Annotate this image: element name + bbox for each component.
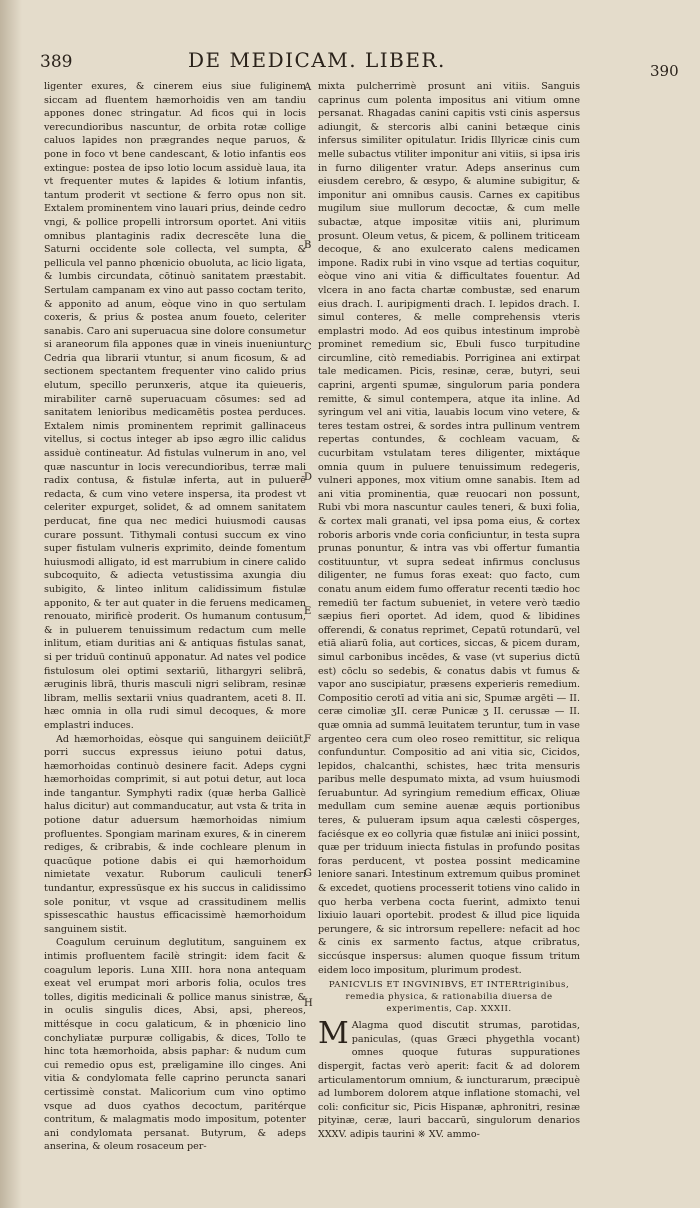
chapter-paragraph <box>318 1016 580 1141</box>
page-number-left: 389 <box>40 52 73 72</box>
paragraph: mixta pulcherrimè prosunt ani vitiis. Sanguis caprinus cum polenta impositus ani vitium omne persanat. Rhagadas canini capitis vsti cinis aspersus adiungit, & stercoris albi canini betæque cinis infersus similiter opitulatur. Iridis Illyricæ cinis cum melle subactus vtiliter imponitur ani vitiis, si ipsa iris in furno diligenter vratur. Adeps anserinus cum eiusdem cerebro, & œsypo, & alumine subigitur, & imponitur ani omnibus causis. Carnes ex capitibus mugilum siue mullorum decoctæ, & cum melle subactæ, atque impositæ vitiis ani, plurimum prosunt. Oleum vetus, & picem, & pollinem triticeam decoque, & ano exulcerato calens medicamen impone. Radix rubi in vino vsque ad tertias coquitur, eòque vino ani vitia & difficultates fouentur. Ad vlcera in ano facta chartæ combustæ, sed enarum eius drach. I. auripigmenti drach. I. lepidos drach. I. simul conteres, & melle comprehensis vteris emplastri modo. Ad eos quibus intestinum improbè prominet remedium sic, Ebuli fusco turpitudine circumline, citò remediabis. Porriginea ani extirpat tale medicamen. Picis, resinæ, ceræ, butyri, seui caprini, argenti spumæ, singulorum paria pondera remitte, & simul contempera, atque ita inline. Ad syringum vel ani vitia, lauabis locum vino vetere, & teres testam ostrei, & sordes intra pullinum ventrem repertas contundes, & cochleam vacuam, & cucurbitam vstulatam teres diligenter, mixtáque omnia quum in puluere tenuissimum redegeris, vulneri appones, mox vitium omne sanabis. Item ad ani vitia prominentia, quæ reuocari non possunt, Rubi vbi mora nascuntur caules teneri, & buxi folia, & cortex mali granati, vel ipsa poma eius, & cortex roboris arboris vnde coria conficiuntur, in testa supra prunas ponuntur, & intra vas vbi offertur fumantia costituuntur, vt supra sedeat infirmus conclusus diligenter, ne fumus foras exeat: quo facto, cum conatu anum eidem fumo offeratur recenti tædio hoc remediū ter factum subueniet, in vetere verò tædio sæpius fieri oportet. Ad idem, quod & libidines offerendi, & conatus reprimet, Cepatū rotundarū, vel etiā aliarū folia, aut cortices, siccas, & picem duram, simul carbonibus incēdes, & vase (vt superius dictū est) cōclu so sedebis, & conatus dabis vt fumus & vapor ano suscipiatur, præsens experieris remedium. Compositio cerotī ad vitia ani sic, Spumæ argēti — II. ceræ cimoliæ ʒII. ceræ Punicæ ʒ II. cerussæ — II. quæ omnia ad summā leuitatem teruntur, tum in vase argenteo cera cum oleo roseo remittitur, sic reliqua confunduntur. Compositio ad ani vitia sic, Cicidos, lepidos, chalcanthi, schistes, hæc trita mensuris paribus melle despumato mixta, ad vsum huiusmodi ſeruabuntur. Ad syringium remedium efficax, Oliuæ medullam cum semine auenæ æquis portionibus teres, & pulueram ipsum aqua cælesti cōsperges, faciésque ex eo collyria quæ fistulæ ani iniici possint, quæ per triduum iniecta fistulas in profundo positas foras perducent, vt postea possint medicamine leniore sanari. Intestinum extremum quibus prominet & excedet, quotiens processerit totiens vino calido in quo herba verbena cocta fuerint, admixto tenui lixiuio lauari oportebit. prodest & illud pice liquida perungere, & sic introrsum repellere: nefacit ad hoc & cinis ex sarmento factus, atque cribratus, siccúsque inspersus: alumen quoque fissum tritum eidem loco impositum, plurimum prodest. <box>318 81 580 976</box>
drop-cap: M <box>318 1016 349 1052</box>
left-column <box>44 80 306 1153</box>
margin-letter: D <box>304 472 313 483</box>
page-number-right: 390 <box>650 62 679 80</box>
right-column <box>318 80 580 1140</box>
margin-letter: E <box>304 606 312 617</box>
paragraph: Coagulum ceruinum deglutitum, sanguinem ex intimis profluentem facilè stringit: idem facit & coagulum leporis. Luna XIII. hora nona antequam exeat vel erumpat mori arboris folia, oculos tres tolles, digitis medicinali & pollice manus sinistræ, & in oculis singulis dices, Absi, apsi, phereos, mittésque in cocu galaticum, & in phœnicio lino conchyliatæ purpuræ colligabis, & dices, Tollo te hinc tota hæmorhoida, absis paphar: & nudum cum cui remedio opus est, præligamine illo cinges. Ani vitia & condylomata felle caprino peruncta sanari certissimè constat. Malicorium cum vino optimo vsque ad duos cyathos decoctum, paritérque contritum, & malagmatis modo impositum, potenter ani condylomata persanat. Butyrum, & adeps anserina, & oleum rosaceum per- <box>44 937 306 1153</box>
margin-letter: A <box>304 82 312 93</box>
margin-letter: F <box>304 734 311 745</box>
margin-letter: G <box>304 868 312 879</box>
chapter-heading: PANICVLIS ET INGVINIBVS, ET INTERtriginibus, remedia physica, & rationabilia diuersa de experimentis, Cap. XXXII. <box>328 980 570 1015</box>
margin-letter: H <box>304 998 313 1009</box>
paragraph: Ad hæmorhoidas, eòsque qui sanguinem deiiciūt, porri succus expressus ieiuno potui datus, hæmorhoidas continuò desinere facit. Adeps cygni hæmorhoidas comprimit, si aut potui detur, aut loca inde tangantur. Symphyti radix (quæ herba Gallicè halus dicitur) aut commanducatur, aut vsta & trita in potione datur aduersum hæmorhoidas nimium profluentes. Spongiam marinam exures, & in cinerem rediges, & cribrabis, & inde cochleare plenum in quacūque potione dabis ei qui hæmorhoidum nimietate vexatur. Ruborum cauliculi teneri tundantur, expressūsque ex his succus in calidissimo sole ponitur, vt vsque ad crassitudinem mellis spissescathic haustus efficacissimè hæmorhoidum sanguinem sistit. <box>44 733 306 935</box>
margin-letter: B <box>304 240 312 251</box>
margin-section-letters <box>300 80 320 1110</box>
gutter-shadow <box>0 0 22 1208</box>
margin-letter: C <box>304 342 312 353</box>
paragraph: ligenter exures, & cinerem eius siue fuliginem siccam ad fluentem hæmorhoidis ven am tandiu appones donec stringatur. Ad ficos qui in locis verecundioribus nascuntur, de orbita rotæ collige caluos lapides non prægrandes neque paruos, & pone in foco vt bene candescant, & lotio infantis eos extingue: postea de ipso lotio locum assiduè laua, ita vt frequenter mutes & lapides & lotium infantis, tantum proderit vt sectione & ferro opus non sit. Extalem prominentem vino lauari prius, deinde cedro vngi, & pollice propelli introrsum oportet. Ani vitiis omnibus plantaginis radix decrescēte luna die Saturni occidente sole collecta, vel sumpta, & pellicula vel panno phœnicio obuoluta, ac licio ligata, & lumbis circundata, cōtinuò sanitatem præstabit. Sertulam campanam ex vino aut passo coctam terito, & apponito ad anum, eòque vino in quo sertulam coxeris, & prius & postea anum foueto, celeriter sanabis. Caro ani superuacua sine dolore consumetur si araneorum fila appones quæ in vineis inueniuntur. Cedria qua librarii vtuntur, si anum ficosum, & ad sectionem spectantem frequenter vino calido prius elutum, specillo perunxeris, atque ita quieueris, mirabiliter carnē superuacuam cōsumes: sed ad sanitatem lenioribus medicamētis postea perduces. Extalem nimis prominentem reprimit gallinaceus vitellus, si coctus integer ab ipso ægro illic calidus assiduè contineatur. Ad fistulas vulnerum in ano, vel quæ nascuntur in locis verecundioribus, terræ mali radix contusa, & fistulæ inferta, aut in puluerē redacta, & cum vino vetere inspersa, ita prodest vt celeriter expurget, solidet, & ad omnem sanitatem perducat, fine qua nec medici huiusmodi causas curare possunt. Tithymali contusi succum ex vino super fistulam vulneris exprimito, deinde fomentum huiusmodi alligato, id est marrubium in cinere calido subcoquito, & adiecta vetustissima axungia diu subigito, & linteo inlitum calidissimum fistulæ apponito, & ter aut quater in die feruens medicamen renouato, mirificè proderit. Os humanum contusum, & in puluerem tenuissimum redactum cum melle inlitum, etiam duritias ani & antiquas fistulas sanat, si per triduū continuū apponatur. Ad nates vel podice fistulosum olei optimi sextariū, lithargyri selibrā, æruginis librā, thuris masculi nigri selibram, resinæ libram, mellis sextarii vnius quadrantem, aceti 8. II. hæc omnia in olla rudi simul decoques, & more emplastri induces. <box>44 81 306 731</box>
chapter-text: Alagma quod discutit strumas, parotidas, paniculas, (quas Græci phygethla vocant) omnes quoque futuras suppurationes dispergit, factas verò aperit: facit & ad dolorem articulamentorum omnium, & iuncturarum, præcipuè ad lumborem dolorem atque inflatione stomachi, vel coli: conficitur sic, Picis Hispanæ, aphronitri, resinæ pityinæ, ceræ, lauri baccarū, singulorum denarios XXXV. adipis taurini ※ XV. ammo- <box>318 1020 580 1140</box>
page-header <box>40 48 679 82</box>
running-title: DE MEDICAM. LIBER. <box>188 48 446 72</box>
